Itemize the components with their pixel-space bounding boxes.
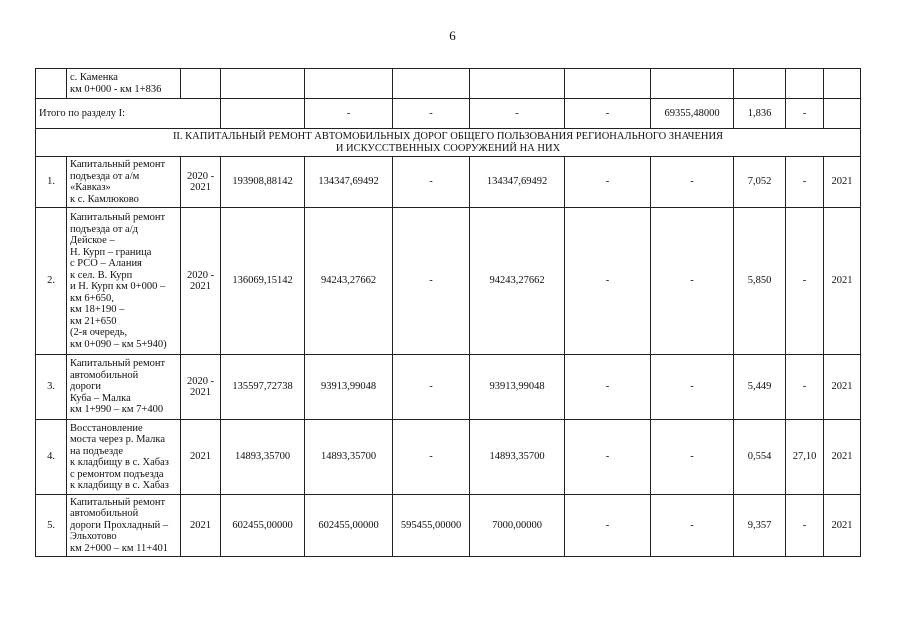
road-description-cell: Капитальный ремонт автомобильной дороги Прохладный – Эльхотово км 2+000 – км 11+401	[67, 495, 181, 557]
completion-year-cell: 2021	[824, 157, 861, 208]
local-budget-cell: -	[565, 420, 651, 495]
length-pm-cell: -	[786, 208, 824, 355]
completion-year-cell: 2021	[824, 355, 861, 420]
regional-budget-cell: 14893,35700	[470, 420, 565, 495]
total-cell: -	[786, 99, 824, 129]
completion-year-cell: 2021	[824, 208, 861, 355]
budget-total-cell: 93913,99048	[305, 355, 393, 420]
length-km-cell: 9,357	[734, 495, 786, 557]
length-pm-cell: -	[786, 355, 824, 420]
length-km-cell: 0,554	[734, 420, 786, 495]
road-description-cell: Капитальный ремонт автомобильной дороги Куба – Малка км 1+990 – км 7+400	[67, 355, 181, 420]
other-sources-cell: -	[651, 420, 734, 495]
row-number-cell: 3.	[36, 355, 67, 420]
length-km-cell: 7,052	[734, 157, 786, 208]
total-cost-cell: 602455,00000	[221, 495, 305, 557]
row-number-cell: 5.	[36, 495, 67, 557]
total-cell: -	[393, 99, 470, 129]
budget-total-cell: 94243,27662	[305, 208, 393, 355]
period-cell: 2021	[181, 420, 221, 495]
local-budget-cell: -	[565, 208, 651, 355]
local-budget-cell: -	[565, 355, 651, 420]
row-number-cell: 4.	[36, 420, 67, 495]
table-row	[36, 69, 861, 99]
budget-total-cell: 602455,00000	[305, 495, 393, 557]
period-cell: 2020 - 2021	[181, 208, 221, 355]
road-description-cell: Капитальный ремонт подъезда от а/д Дейское – Н. Курп – граница с РСО – Алания к сел. В. Курп и Н. Курп км 0+000 – км 6+650, км 18+190 – км 21+650 (2-я очередь, км 0+090 – км 5+940)	[67, 208, 181, 355]
other-sources-cell: -	[651, 208, 734, 355]
federal-budget-cell: -	[393, 157, 470, 208]
road-description-cell: Капитальный ремонт подъезда от а/м «Кавказ» к с. Камлюково	[67, 157, 181, 208]
row-number-cell: 2.	[36, 208, 67, 355]
total-cost-cell: 136069,15142	[221, 208, 305, 355]
length-pm-cell: -	[786, 157, 824, 208]
total-cell: -	[305, 99, 393, 129]
regional-budget-cell: 134347,69492	[470, 157, 565, 208]
completion-year-cell: 2021	[824, 420, 861, 495]
budget-total-cell: 14893,35700	[305, 420, 393, 495]
total-cost-cell: 135597,72738	[221, 355, 305, 420]
total-cell: -	[565, 99, 651, 129]
federal-budget-cell: -	[393, 355, 470, 420]
table-row	[36, 420, 861, 495]
length-pm-cell: 27,10	[786, 420, 824, 495]
local-budget-cell: -	[565, 495, 651, 557]
section-header-row	[36, 129, 861, 157]
length-km-cell: 5,850	[734, 208, 786, 355]
completion-year-cell: 2021	[824, 495, 861, 557]
regional-budget-cell: 7000,00000	[470, 495, 565, 557]
section-total-row	[36, 99, 861, 129]
section-total-label: Итого по разделу I:	[36, 99, 221, 129]
regional-budget-cell: 94243,27662	[470, 208, 565, 355]
road-description-cell: Восстановление моста через р. Малка на подъезде к кладбищу в с. Хабаз с ремонтом подъезда к кладбищу в с. Хабаз	[67, 420, 181, 495]
other-sources-cell: -	[651, 495, 734, 557]
section-title: II. КАПИТАЛЬНЫЙ РЕМОНТ АВТОМОБИЛЬНЫХ ДОРОГ ОБЩЕГО ПОЛЬЗОВАНИЯ РЕГИОНАЛЬНОГО ЗНАЧЕНИЯ И ИСКУССТВЕННЫХ СООРУЖЕНИЙ НА НИХ	[36, 129, 861, 157]
total-cell: -	[470, 99, 565, 129]
local-budget-cell: -	[565, 157, 651, 208]
length-pm-cell: -	[786, 495, 824, 557]
period-cell: 2020 - 2021	[181, 355, 221, 420]
table-row	[36, 157, 861, 208]
federal-budget-cell: 595455,00000	[393, 495, 470, 557]
table-row	[36, 495, 861, 557]
table-row	[36, 355, 861, 420]
period-cell: 2021	[181, 495, 221, 557]
regional-budget-cell: 93913,99048	[470, 355, 565, 420]
period-cell: 2020 - 2021	[181, 157, 221, 208]
other-sources-cell: -	[651, 355, 734, 420]
page-number: 6	[449, 28, 456, 43]
total-cell: 1,836	[734, 99, 786, 129]
capital-repair-table	[35, 68, 861, 557]
budget-total-cell: 134347,69492	[305, 157, 393, 208]
row-number-cell: 1.	[36, 157, 67, 208]
total-cost-cell: 14893,35700	[221, 420, 305, 495]
other-sources-cell: -	[651, 157, 734, 208]
road-description: с. Каменка км 0+000 - км 1+836	[67, 69, 181, 99]
federal-budget-cell: -	[393, 208, 470, 355]
length-km-cell: 5,449	[734, 355, 786, 420]
table-row	[36, 208, 861, 355]
federal-budget-cell: -	[393, 420, 470, 495]
total-cell: 69355,48000	[651, 99, 734, 129]
total-cost-cell: 193908,88142	[221, 157, 305, 208]
